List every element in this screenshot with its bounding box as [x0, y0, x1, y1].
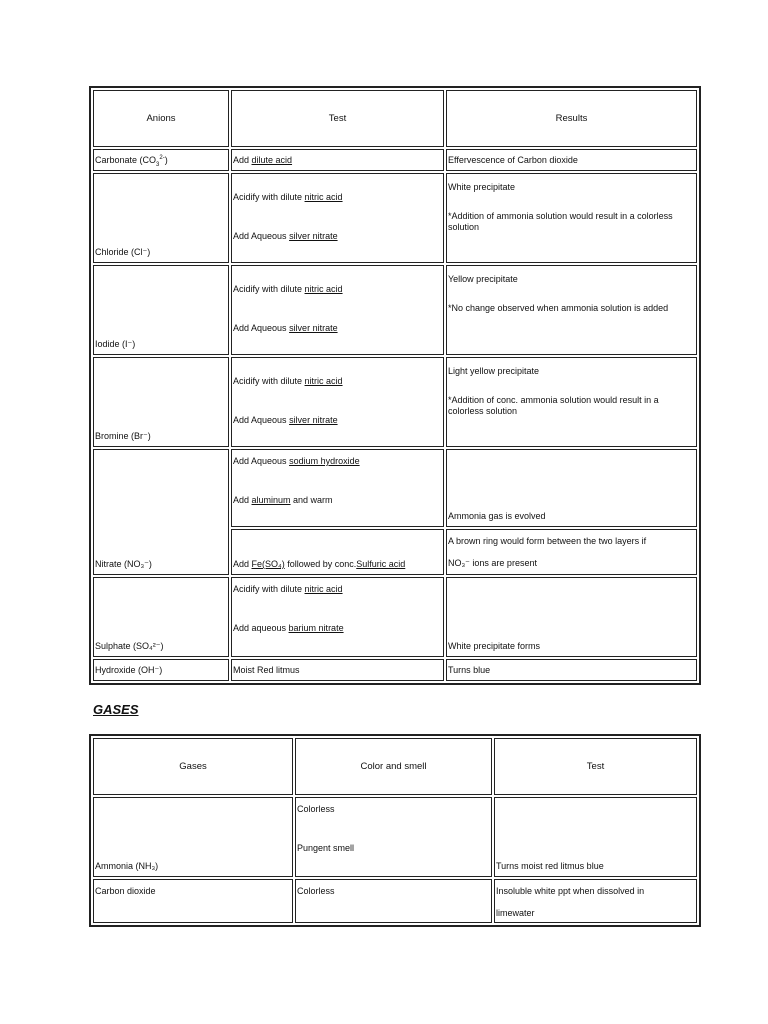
result-cell: Effervescence of Carbon dioxide: [446, 149, 697, 171]
reagent-link[interactable]: Fe(SO₄): [251, 559, 285, 569]
test-text: Acidify with dilute: [233, 584, 305, 594]
reagent-link[interactable]: nitric acid: [304, 284, 343, 294]
anion-cell: Nitrate (NO₃⁻): [93, 449, 229, 575]
anion-cell: Bromine (Br⁻): [93, 357, 229, 447]
reagent-link[interactable]: dilute acid: [251, 154, 293, 165]
test-text: Add: [233, 559, 252, 569]
reagent-link[interactable]: Sulfuric acid: [356, 559, 406, 569]
test-text: Acidify with dilute: [233, 192, 305, 202]
anion-subscript: 3: [156, 161, 160, 168]
reagent-link[interactable]: silver nitrate: [289, 323, 338, 333]
table-row-nitrate: [93, 449, 697, 527]
anion-cell: [93, 149, 229, 171]
test-text: limewater: [496, 908, 535, 918]
result-text: White precipitate: [448, 182, 516, 192]
color-cell: [295, 797, 492, 877]
gas-cell: Ammonia (NH₃): [93, 797, 293, 877]
reagent-link[interactable]: sodium hydroxide: [289, 456, 360, 466]
test-text: Add Aqueous: [233, 415, 290, 425]
reagent-link[interactable]: barium nitrate: [288, 623, 344, 633]
test-cell: Moist Red litmus: [231, 659, 444, 681]
test-cell: [231, 265, 444, 355]
test-cell: [231, 149, 444, 171]
result-text: Yellow precipitate: [448, 274, 518, 284]
header-test: Test: [231, 90, 444, 147]
reagent-link[interactable]: silver nitrate: [289, 231, 338, 241]
test-step: [233, 415, 442, 426]
table-header-row: [93, 738, 697, 795]
test-cell: [494, 879, 697, 923]
result-cell: Ammonia gas is evolved: [446, 449, 697, 527]
test-text: and warm: [290, 495, 333, 505]
reagent-link[interactable]: nitric acid: [304, 192, 343, 202]
color-cell: [295, 879, 492, 923]
header-anions: Anions: [93, 90, 229, 147]
gases-section-title: GASES: [93, 702, 139, 717]
result-cell: [446, 529, 697, 575]
header-gases: Gases: [93, 738, 293, 795]
test-text: Add: [233, 154, 252, 165]
result-note: *Addition of ammonia solution would result in a colorless solution: [448, 211, 673, 232]
test-text: Add Aqueous: [233, 456, 290, 466]
test-step: [233, 495, 442, 506]
test-step: [233, 456, 442, 467]
header-results: Results: [446, 90, 697, 147]
anion-cell: Chloride (Cl⁻): [93, 173, 229, 263]
anion-superscript: 2-: [159, 154, 165, 161]
test-text: Acidify with dilute: [233, 376, 305, 386]
test-text: Add Aqueous: [233, 323, 290, 333]
reagent-link[interactable]: nitric acid: [304, 584, 343, 594]
table-header-row: [93, 90, 697, 147]
reagent-link[interactable]: aluminum: [251, 495, 291, 505]
test-cell: [231, 529, 444, 575]
table-row-chloride: [93, 173, 697, 263]
test-cell: [231, 357, 444, 447]
color-text: Colorless: [297, 804, 335, 814]
test-text: Insoluble white ppt when dissolved in: [496, 886, 645, 896]
test-step: [233, 584, 442, 595]
table-row-carbon-dioxide: [93, 879, 697, 923]
anion-close-paren: ): [164, 154, 168, 165]
test-step: [233, 323, 442, 334]
test-step: [233, 192, 442, 203]
test-text: Acidify with dilute: [233, 284, 305, 294]
test-step: [233, 284, 442, 295]
result-cell: [446, 265, 697, 355]
result-cell: [446, 357, 697, 447]
header-test: Test: [494, 738, 697, 795]
test-text: Add aqueous: [233, 623, 289, 633]
color-text: Colorless: [297, 886, 335, 896]
test-step: [233, 231, 442, 242]
table-row-carbonate: [93, 149, 697, 171]
anion-name: Carbonate (CO: [95, 154, 157, 165]
gas-cell: [93, 879, 293, 923]
test-cell: [231, 173, 444, 263]
result-cell: Turns blue: [446, 659, 697, 681]
anion-cell: Hydroxide (OH⁻): [93, 659, 229, 681]
table-row-sulphate: [93, 577, 697, 657]
header-color-smell: Color and smell: [295, 738, 492, 795]
result-note: *No change observed when ammonia solution is added: [448, 303, 669, 313]
result-note: *Addition of conc. ammonia solution would result in a colorless solution: [448, 395, 659, 416]
table-row-bromine: [93, 357, 697, 447]
anion-cell: Iodide (I⁻): [93, 265, 229, 355]
test-cell: Turns moist red litmus blue: [494, 797, 697, 877]
result-text: NO₃⁻ ions are present: [448, 558, 537, 568]
table-row-ammonia: [93, 797, 697, 877]
test-text: followed by conc.: [284, 559, 357, 569]
reagent-link[interactable]: nitric acid: [304, 376, 343, 386]
smell-text: Pungent smell: [297, 843, 355, 853]
anions-table: [89, 86, 701, 685]
result-cell: [446, 173, 697, 263]
test-step: [233, 623, 442, 634]
reagent-link[interactable]: silver nitrate: [289, 415, 338, 425]
table-row-iodide: [93, 265, 697, 355]
result-text: A brown ring would form between the two layers if: [448, 536, 647, 546]
test-cell: [231, 449, 444, 527]
test-cell: [231, 577, 444, 657]
test-text: Add: [233, 495, 252, 505]
result-cell: White precipitate forms: [446, 577, 697, 657]
anion-cell: Sulphate (SO₄²⁻): [93, 577, 229, 657]
table-row-hydroxide: [93, 659, 697, 681]
gas-name: Carbon dioxide: [95, 886, 156, 896]
result-text: Light yellow precipitate: [448, 366, 540, 376]
test-step: [233, 376, 442, 387]
gases-table: [89, 734, 701, 927]
test-text: Add Aqueous: [233, 231, 290, 241]
